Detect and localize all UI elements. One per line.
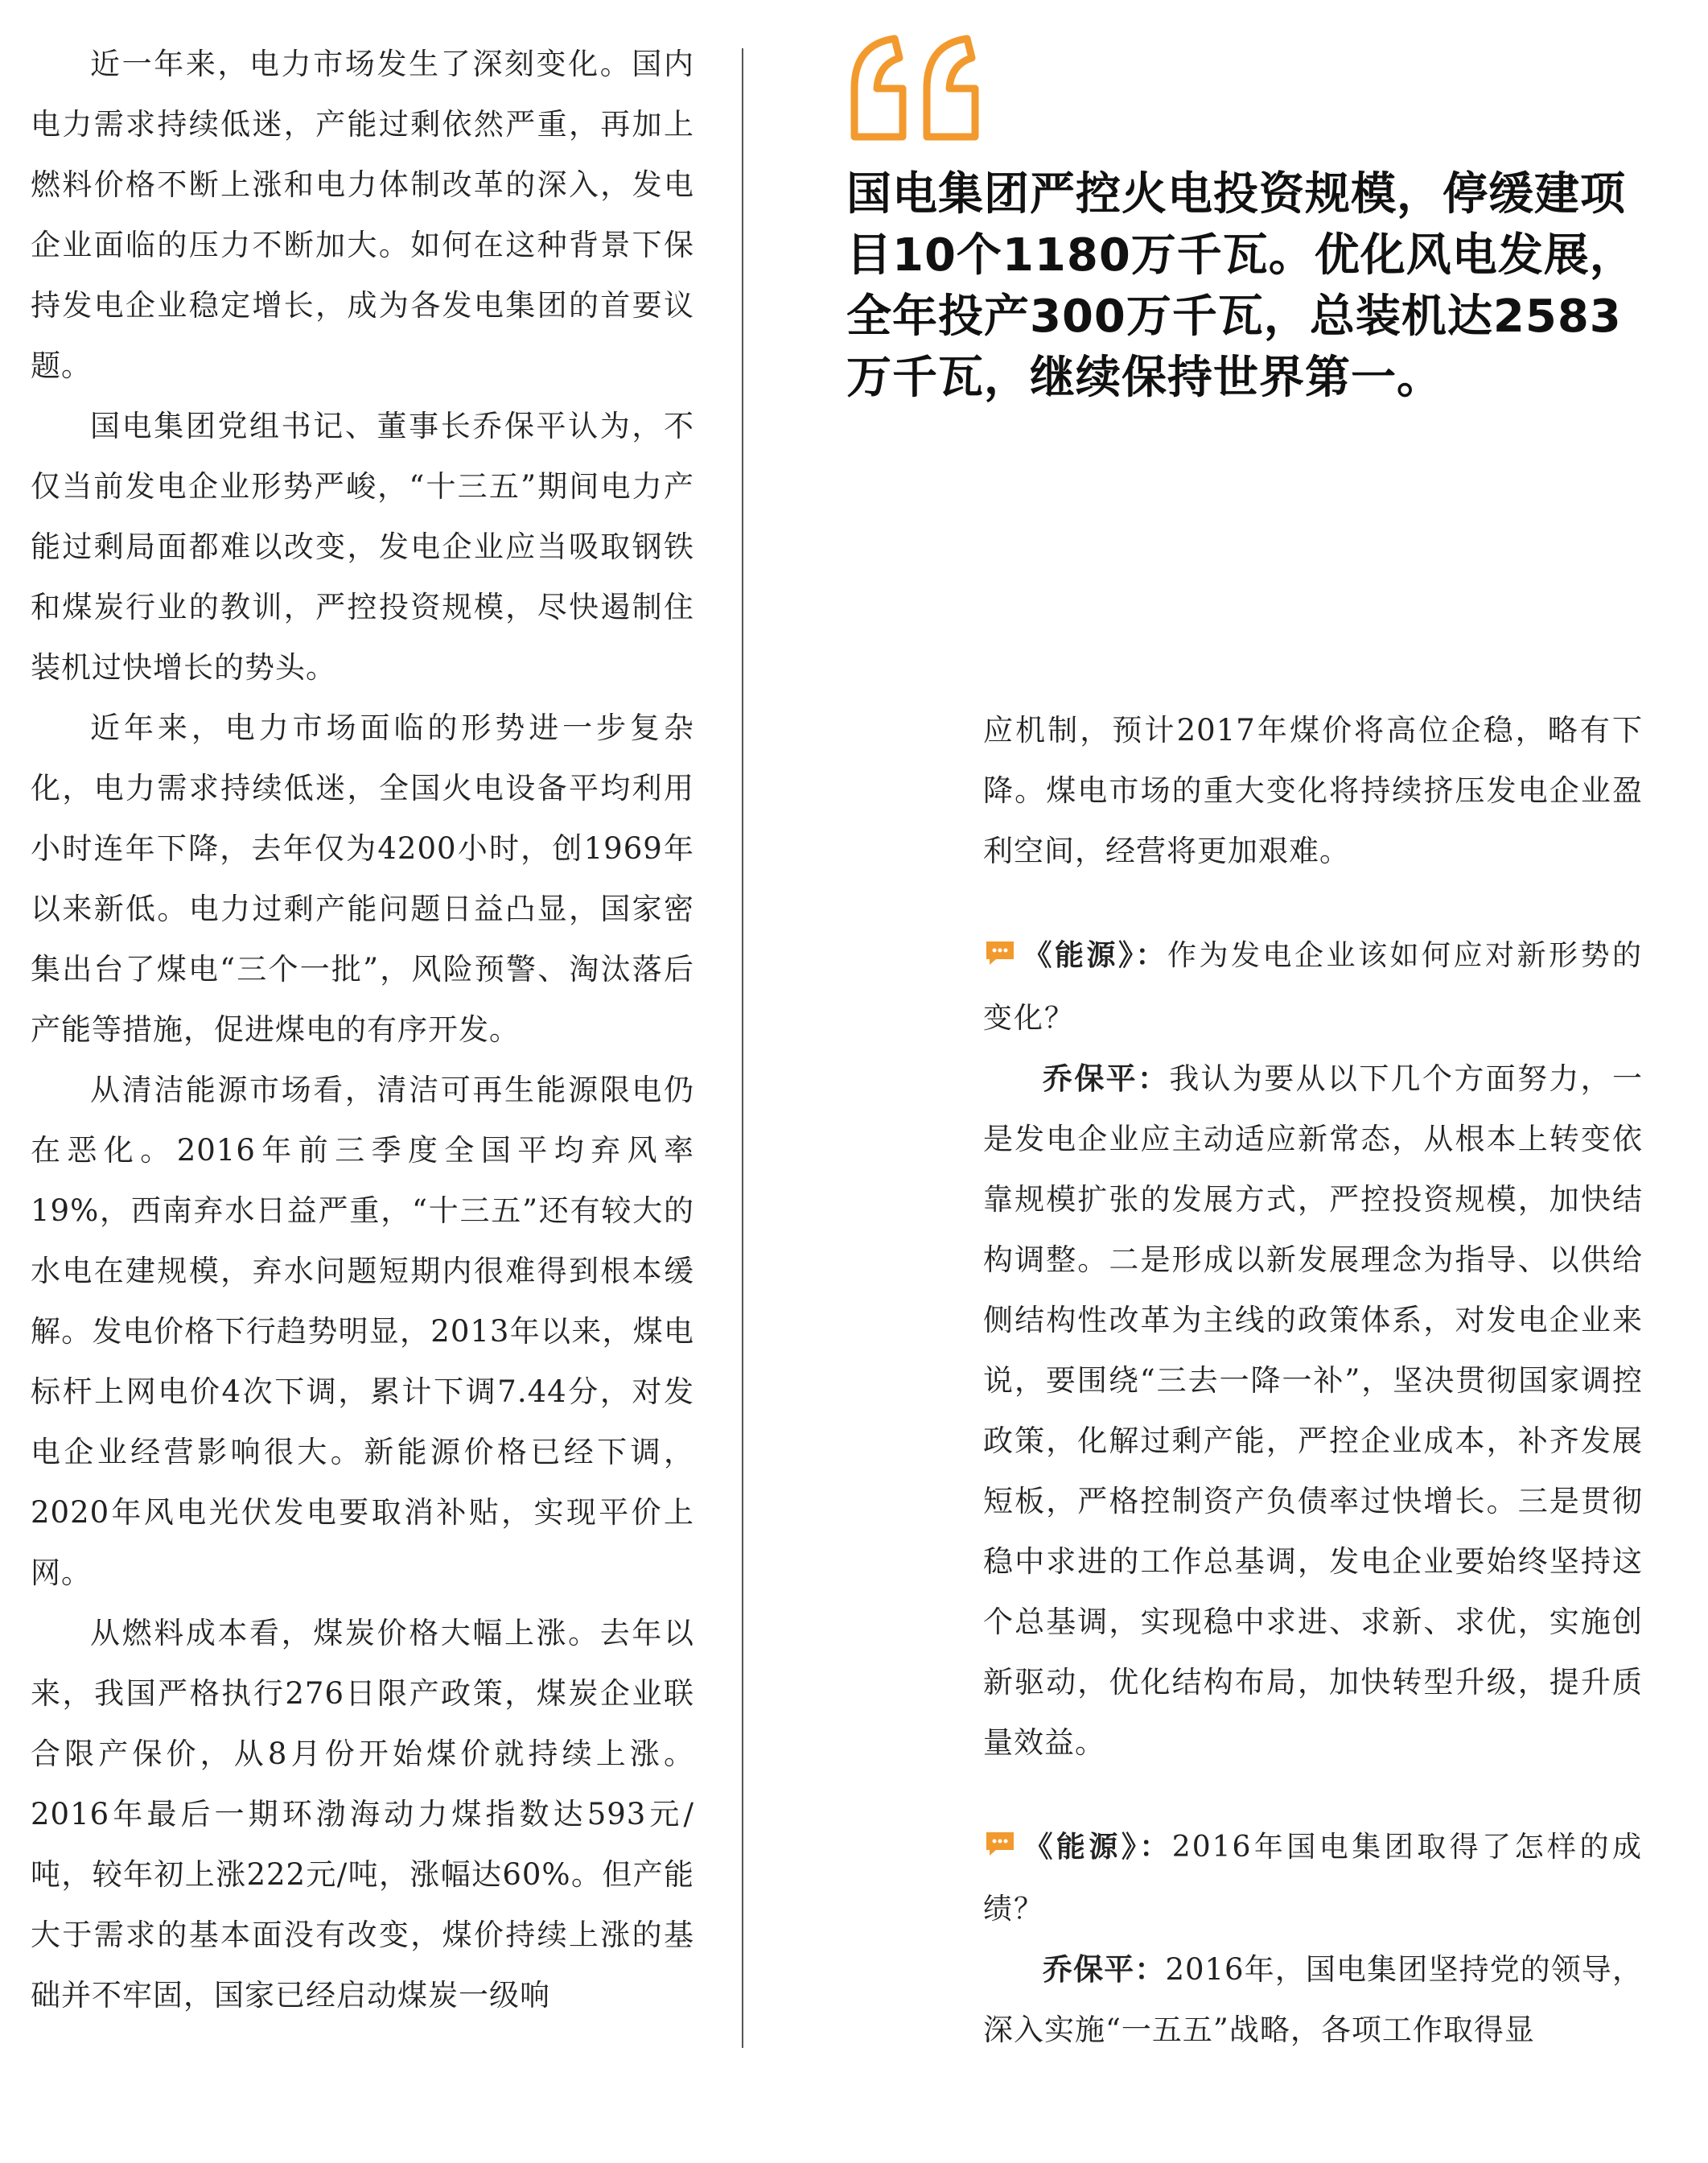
pull-quote-text: 国电集团严控火电投资规模，停缓建项目10个1180万千瓦。优化风电发展，全年投产300万千瓦，总装机达2583万千瓦，继续保持世界第一。 bbox=[846, 168, 1636, 404]
column-divider bbox=[742, 48, 743, 2048]
answer-2 bbox=[983, 1939, 1643, 2060]
answer-text: 我认为要从以下几个方面努力，一是发电企业应主动适应新常态，从根本上转变依靠规模扩张的发展方式，严控投资规模，加快结构调整。二是形成以新发展理念为指导、以供给侧结构性改革为主线的政策体系，对发电企业来说，要围绕“三去一降一补”，坚决贯彻国家调控政策，化解过剩产能，严控企业成本，补齐发展短板，严格控制资产负债率过快增长。三是贯彻稳中求进的工作总基调，发电企业要始终坚持这个总基调，实现稳中求进、求新、求优，实施创新驱动，优化结构布局，加快转型升级，提升质量效益。 bbox=[983, 1061, 1644, 1760]
left-paragraph-2: 国电集团党组书记、董事长乔保平认为，不仅当前发电企业形势严峻，“十三五”期间电力产能过剩局面都难以改变，发电企业应当吸取钢铁和煤炭行业的教训，严控投资规模，尽快遏制住装机过快增长的势头。 bbox=[31, 409, 694, 685]
left-paragraph-1: 近一年来，电力市场发生了深刻变化。国内电力需求持续低迷，产能过剩依然严重，再加上燃料价格不断上涨和电力体制改革的深入，发电企业面临的压力不断加大。如何在这种背景下保持发电企业稳定增长，成为各发电集团的首要议题。 bbox=[31, 47, 694, 383]
right-continuation: 应机制，预计2017年煤价将高位企稳，略有下降。煤电市场的重大变化将持续挤压发电企业盈利空间，经营将更加艰难。 bbox=[983, 713, 1643, 868]
left-paragraph-5: 从燃料成本看，煤炭价格大幅上涨。去年以来，我国严格执行276日限产政策，煤炭企业联合限产保价，从8月份开始煤价就持续上涨。2016年最后一期环渤海动力煤指数达593元/吨，较年初上涨222元/吨，涨幅达60%。但产能大于需求的基本面没有改变，煤价持续上涨的基础并不牢固，国家已经启动煤炭一级响 bbox=[31, 1616, 694, 2013]
left-paragraph-3: 近年来，电力市场面临的形势进一步复杂化，电力需求持续低迷，全国火电设备平均利用小时连年下降，去年仅为4200小时，创1969年以来新低。电力过剩产能问题日益凸显，国家密集出台了煤电“三个一批”，风险预警、淘汰落后产能等措施，促进煤电的有序开发。 bbox=[31, 711, 694, 1047]
right-column bbox=[983, 700, 1643, 2060]
pull-quote-block bbox=[846, 32, 1659, 409]
question-2 bbox=[983, 1817, 1643, 1940]
left-column bbox=[31, 34, 694, 2025]
answer-speaker: 乔保平： bbox=[1043, 1060, 1170, 1096]
answer-1 bbox=[983, 1049, 1643, 1773]
question-source: 《能源》： bbox=[1022, 938, 1167, 972]
left-paragraph-4: 从清洁能源市场看，清洁可再生能源限电仍在恶化。2016年前三季度全国平均弃风率19%，西南弃水日益严重，“十三五”还有较大的水电在建规模，弃水问题短期内很难得到根本缓解。发电价格下行趋势明显，2013年以来，煤电标杆上网电价4次下调，累计下调7.44分，对发电企业经营影响很大。新能源价格已经下调，2020年风电光伏发电要取消补贴，实现平价上网。 bbox=[31, 1073, 694, 1590]
chat-bubble-icon bbox=[983, 928, 1017, 988]
answer-speaker: 乔保平： bbox=[1043, 1951, 1166, 1987]
question-text: 2016年国电集团取得了怎样的成绩？ bbox=[983, 1830, 1643, 1926]
quote-mark-icon bbox=[846, 32, 1659, 145]
question-1 bbox=[983, 925, 1643, 1049]
chat-bubble-icon bbox=[983, 1819, 1017, 1879]
question-text: 作为发电企业该如何应对新形势的变化？ bbox=[983, 939, 1643, 1035]
answer-text: 2016年，国电集团坚持党的领导，深入实施“一五五”战略，各项工作取得显 bbox=[983, 1952, 1643, 2047]
question-source: 《能源》： bbox=[1022, 1829, 1172, 1864]
